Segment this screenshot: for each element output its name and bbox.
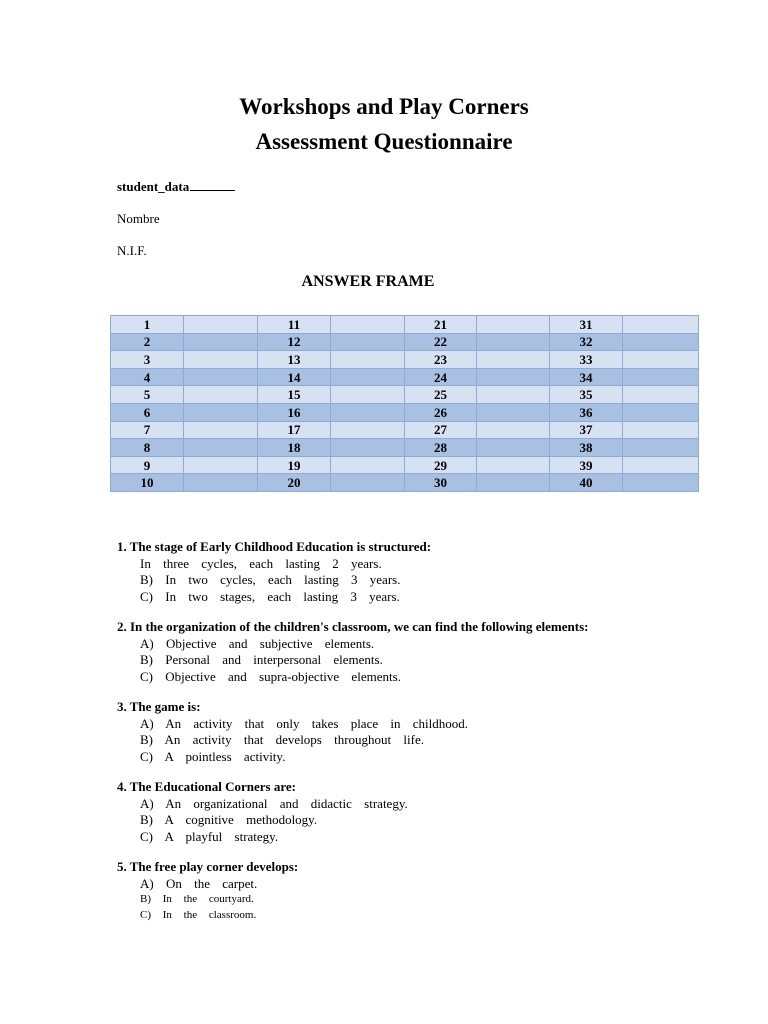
question-block xyxy=(117,539,737,605)
answer-row xyxy=(111,333,699,351)
answer-number-cell: 24 xyxy=(405,368,477,386)
answer-blank-cell[interactable] xyxy=(184,316,258,334)
question-block xyxy=(117,859,737,923)
question-option: B) In the courtyard. xyxy=(140,893,254,905)
answer-number-cell: 25 xyxy=(405,386,477,404)
question-block xyxy=(117,619,737,685)
answer-number-cell: 13 xyxy=(258,351,331,369)
answer-blank-cell[interactable] xyxy=(184,439,258,457)
answer-number-cell: 18 xyxy=(258,439,331,457)
answer-blank-cell[interactable] xyxy=(477,368,550,386)
answer-number-cell: 22 xyxy=(405,333,477,351)
answer-blank-cell[interactable] xyxy=(331,403,405,421)
answer-blank-cell[interactable] xyxy=(623,316,699,334)
answer-blank-cell[interactable] xyxy=(623,351,699,369)
name-field-label: Nombre xyxy=(117,211,160,226)
question-option: C) Objective and supra-objective elements. xyxy=(140,668,401,684)
title-line-1: Workshops and Play Corners xyxy=(239,94,529,119)
answer-number-cell: 21 xyxy=(405,316,477,334)
answer-row xyxy=(111,439,699,457)
answer-blank-cell[interactable] xyxy=(623,421,699,439)
answer-blank-cell[interactable] xyxy=(477,421,550,439)
question-option: A) An activity that only takes place in childhood. xyxy=(140,715,468,731)
answer-blank-cell[interactable] xyxy=(623,368,699,386)
answer-number-cell: 17 xyxy=(258,421,331,439)
answer-row xyxy=(111,316,699,334)
answer-blank-cell[interactable] xyxy=(623,403,699,421)
answer-blank-cell[interactable] xyxy=(184,421,258,439)
answer-number-cell: 7 xyxy=(111,421,184,439)
question-option: B) Personal and interpersonal elements. xyxy=(140,652,383,667)
answer-blank-cell[interactable] xyxy=(477,351,550,369)
answer-number-cell: 6 xyxy=(111,403,184,421)
title-line-2: Assessment Questionnaire xyxy=(255,129,513,154)
answer-frame-table xyxy=(110,315,699,492)
answer-blank-cell[interactable] xyxy=(331,439,405,457)
student-data-text: student_data xyxy=(117,179,190,194)
answer-blank-cell[interactable] xyxy=(623,474,699,492)
answer-number-cell: 27 xyxy=(405,421,477,439)
answer-number-cell: 33 xyxy=(550,351,623,369)
answer-blank-cell[interactable] xyxy=(331,368,405,386)
answer-number-cell: 23 xyxy=(405,351,477,369)
answer-number-cell: 37 xyxy=(550,421,623,439)
question-text: 3. The game is: xyxy=(117,699,201,714)
answer-blank-cell[interactable] xyxy=(477,474,550,492)
answer-number-cell: 26 xyxy=(405,403,477,421)
answer-blank-cell[interactable] xyxy=(331,421,405,439)
question-text: 5. The free play corner develops: xyxy=(117,859,299,874)
answer-blank-cell[interactable] xyxy=(184,403,258,421)
answer-row xyxy=(111,368,699,386)
answer-blank-cell[interactable] xyxy=(477,386,550,404)
answer-number-cell: 28 xyxy=(405,439,477,457)
answer-number-cell: 5 xyxy=(111,386,184,404)
question-option: A) An organizational and didactic strategy. xyxy=(140,795,408,811)
question-block xyxy=(117,699,737,765)
answer-row xyxy=(111,474,699,492)
answer-number-cell: 40 xyxy=(550,474,623,492)
answer-blank-cell[interactable] xyxy=(184,386,258,404)
question-text: 2. In the organization of the children's classroom, we can find the following elements: xyxy=(117,619,589,634)
answer-number-cell: 8 xyxy=(111,439,184,457)
answer-blank-cell[interactable] xyxy=(184,474,258,492)
question-option: In three cycles, each lasting 2 years. xyxy=(140,555,382,571)
answer-number-cell: 9 xyxy=(111,456,184,474)
question-text: 1. The stage of Early Childhood Education is structured: xyxy=(117,539,432,554)
answer-number-cell: 15 xyxy=(258,386,331,404)
answer-row xyxy=(111,351,699,369)
answer-blank-cell[interactable] xyxy=(331,351,405,369)
answer-blank-cell[interactable] xyxy=(331,316,405,334)
question-text: 4. The Educational Corners are: xyxy=(117,779,296,794)
question-option: A) On the carpet. xyxy=(140,875,258,891)
answer-blank-cell[interactable] xyxy=(331,474,405,492)
answer-number-cell: 20 xyxy=(258,474,331,492)
answer-blank-cell[interactable] xyxy=(477,316,550,334)
answer-number-cell: 12 xyxy=(258,333,331,351)
answer-number-cell: 4 xyxy=(111,368,184,386)
question-option: C) A playful strategy. xyxy=(140,828,279,844)
student-data-underline xyxy=(190,180,235,191)
student-data-label xyxy=(117,179,235,195)
answer-blank-cell[interactable] xyxy=(477,403,550,421)
questions-list xyxy=(117,539,737,937)
answer-frame-title: ANSWER FRAME xyxy=(301,273,435,290)
answer-number-cell: 36 xyxy=(550,403,623,421)
answer-blank-cell[interactable] xyxy=(331,386,405,404)
answer-number-cell: 29 xyxy=(405,456,477,474)
answer-blank-cell[interactable] xyxy=(623,386,699,404)
answer-number-cell: 16 xyxy=(258,403,331,421)
nif-field-label: N.I.F. xyxy=(117,243,147,258)
question-option: C) In two stages, each lasting 3 years. xyxy=(140,588,400,604)
answer-number-cell: 34 xyxy=(550,368,623,386)
answer-row xyxy=(111,456,699,474)
question-option: C) A pointless activity. xyxy=(140,748,286,764)
answer-blank-cell[interactable] xyxy=(184,351,258,369)
answer-number-cell: 3 xyxy=(111,351,184,369)
question-option: B) An activity that develops throughout life. xyxy=(140,732,424,747)
question-option: B) A cognitive methodology. xyxy=(140,812,318,827)
question-option: B) In two cycles, each lasting 3 years. xyxy=(140,572,401,587)
answer-number-cell: 1 xyxy=(111,316,184,334)
answer-number-cell: 11 xyxy=(258,316,331,334)
answer-number-cell: 10 xyxy=(111,474,184,492)
answer-blank-cell[interactable] xyxy=(623,456,699,474)
question-block xyxy=(117,779,737,845)
answer-number-cell: 31 xyxy=(550,316,623,334)
answer-number-cell: 2 xyxy=(111,333,184,351)
answer-blank-cell[interactable] xyxy=(623,439,699,457)
answer-number-cell: 30 xyxy=(405,474,477,492)
answer-blank-cell[interactable] xyxy=(477,456,550,474)
answer-blank-cell[interactable] xyxy=(623,333,699,351)
question-option: C) In the classroom. xyxy=(140,908,257,921)
answer-number-cell: 32 xyxy=(550,333,623,351)
answer-blank-cell[interactable] xyxy=(331,456,405,474)
answer-row xyxy=(111,421,699,439)
answer-number-cell: 39 xyxy=(550,456,623,474)
answer-blank-cell[interactable] xyxy=(184,368,258,386)
answer-blank-cell[interactable] xyxy=(331,333,405,351)
answer-number-cell: 14 xyxy=(258,368,331,386)
answer-blank-cell[interactable] xyxy=(184,333,258,351)
answer-row xyxy=(111,403,699,421)
answer-blank-cell[interactable] xyxy=(184,456,258,474)
answer-number-cell: 19 xyxy=(258,456,331,474)
answer-number-cell: 38 xyxy=(550,439,623,457)
answer-number-cell: 35 xyxy=(550,386,623,404)
answer-row xyxy=(111,386,699,404)
answer-blank-cell[interactable] xyxy=(477,333,550,351)
answer-blank-cell[interactable] xyxy=(477,439,550,457)
question-option: A) Objective and subjective elements. xyxy=(140,635,375,651)
